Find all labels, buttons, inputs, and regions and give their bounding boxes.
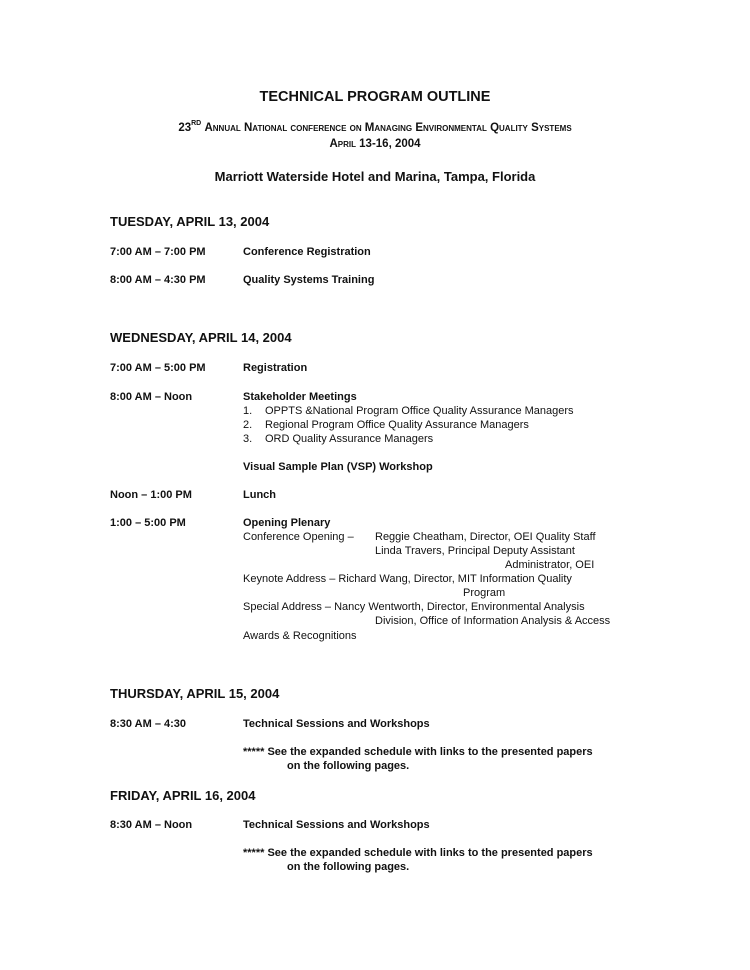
list-item: [243, 405, 574, 417]
conference-subtitle: [0, 122, 750, 134]
ordinal-suffix: RD: [191, 120, 202, 127]
plenary-line: Program: [463, 587, 506, 599]
list-item: [243, 433, 434, 445]
list-item-number: 3.: [243, 433, 253, 445]
plenary-line: Keynote Address – Richard Wang, Director, MIT Information Quality: [243, 573, 572, 585]
list-item-number: 1.: [243, 405, 253, 417]
list-item-text: OPPTS &National Program Office Quality Assurance Managers: [265, 405, 574, 417]
schedule-time: 1:00 – 5:00 PM: [110, 517, 186, 529]
schedule-event: Technical Sessions and Workshops: [243, 819, 430, 831]
schedule-note: on the following pages.: [287, 760, 410, 772]
schedule-time: 7:00 AM – 7:00 PM: [110, 246, 206, 258]
schedule-event: Opening Plenary: [243, 517, 331, 529]
plenary-line: Conference Opening –: [243, 531, 354, 543]
schedule-event: Conference Registration: [243, 246, 371, 258]
day-heading-wednesday: WEDNESDAY, APRIL 14, 2004: [110, 330, 292, 345]
plenary-line: Division, Office of Information Analysis & Access: [375, 615, 611, 627]
page-title: TECHNICAL PROGRAM OUTLINE: [259, 89, 491, 105]
plenary-line: Linda Travers, Principal Deputy Assistant: [375, 545, 575, 557]
schedule-event: Quality Systems Training: [243, 274, 375, 286]
list-item-text: ORD Quality Assurance Managers: [265, 433, 434, 445]
schedule-time: Noon – 1:00 PM: [110, 489, 192, 501]
conference-dates: April 13-16, 2004: [329, 138, 421, 150]
conference-name: Annual National conference on Managing Environmental Quality Systems: [204, 122, 572, 134]
list-item-number: 2.: [243, 419, 253, 431]
schedule-event: Technical Sessions and Workshops: [243, 718, 430, 730]
schedule-time: 8:00 AM – 4:30 PM: [110, 274, 206, 286]
schedule-time: 8:30 AM – 4:30: [110, 718, 187, 730]
day-heading-tuesday: TUESDAY, APRIL 13, 2004: [110, 214, 270, 229]
workshop-title: Visual Sample Plan (VSP) Workshop: [243, 461, 433, 473]
schedule-note: ***** See the expanded schedule with links to the presented papers: [243, 746, 593, 758]
plenary-line: Awards & Recognitions: [243, 630, 357, 642]
schedule-time: 8:00 AM – Noon: [110, 391, 193, 403]
list-item-text: Regional Program Office Quality Assurance Managers: [265, 419, 529, 431]
schedule-event: Stakeholder Meetings: [243, 391, 357, 403]
schedule-event: Lunch: [243, 489, 276, 501]
plenary-line: Administrator, OEI: [505, 559, 595, 571]
ordinal-number: 23: [178, 122, 192, 134]
venue: Marriott Waterside Hotel and Marina, Tampa, Florida: [214, 169, 536, 184]
day-heading-friday: FRIDAY, APRIL 16, 2004: [110, 788, 256, 803]
schedule-event: Registration: [243, 362, 308, 374]
schedule-note: on the following pages.: [287, 861, 410, 873]
plenary-line: Reggie Cheatham, Director, OEI Quality Staff: [375, 531, 596, 543]
day-heading-thursday: THURSDAY, APRIL 15, 2004: [110, 686, 280, 701]
plenary-line: Special Address – Nancy Wentworth, Director, Environmental Analysis: [243, 601, 585, 613]
list-item: [243, 419, 529, 431]
schedule-note: ***** See the expanded schedule with links to the presented papers: [243, 847, 593, 859]
schedule-time: 8:30 AM – Noon: [110, 819, 193, 831]
schedule-time: 7:00 AM – 5:00 PM: [110, 362, 206, 374]
